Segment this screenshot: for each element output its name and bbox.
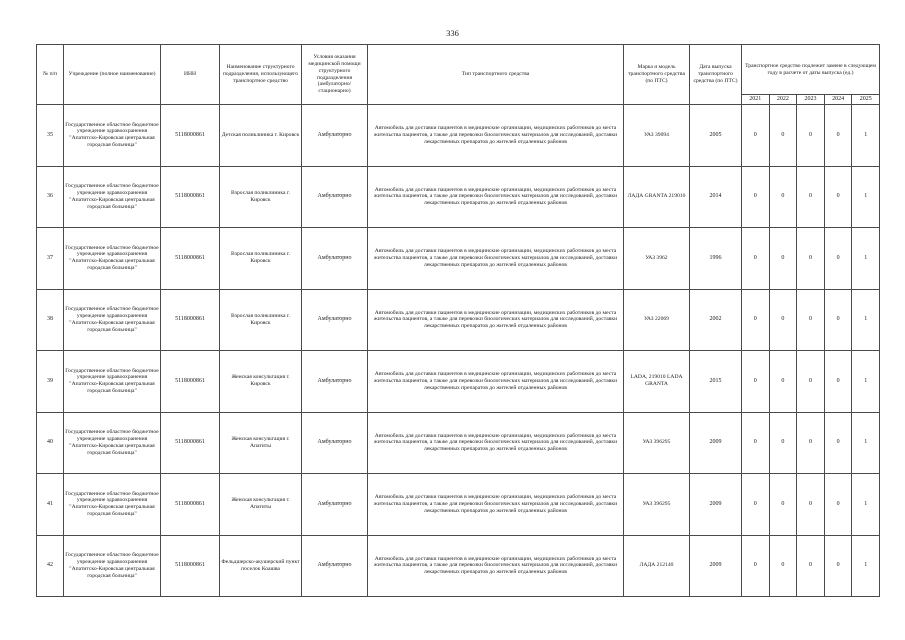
header-year-2023: 2023 — [797, 95, 825, 105]
year-2022-cell: 0 — [769, 412, 797, 474]
table-row — [37, 351, 880, 413]
vehicle-type-cell: Автомобиль для доставки пациентов в медицинские организации, медицинских работников до места жительства пациентов, а также для перевозки биологических материалов для исследований, доставки лекарственных препаратов до жителей отдаленных районов — [368, 474, 624, 536]
year-2023-cell: 0 — [797, 105, 825, 167]
inn-cell: 5118000861 — [161, 351, 220, 413]
year-2024-cell: 0 — [824, 351, 852, 413]
year-2023-cell: 0 — [797, 166, 825, 228]
year-2022-cell: 0 — [769, 535, 797, 597]
year-2025-cell: 1 — [852, 474, 880, 536]
subdivision-cell: Женская консультация г. Апатиты — [220, 412, 302, 474]
make-model-cell: УАЗ 22069 — [624, 289, 690, 351]
vehicle-type-cell: Автомобиль для доставки пациентов в медицинские организации, медицинских работников до места жительства пациентов, а также для перевозки биологических материалов для исследований, доставки лекарственных препаратов до жителей отдаленных районов — [368, 412, 624, 474]
row-number: 42 — [37, 535, 64, 597]
subdivision-cell: Фельдшерско-акушерский пункт поселок Коашва — [220, 535, 302, 597]
header-replacement: Транспортное средство подлежит замене в следующем году в расчете от даты выпуска (ед.) — [742, 45, 880, 95]
year-2024-cell: 0 — [824, 535, 852, 597]
year-2021-cell: 0 — [742, 412, 770, 474]
institution-cell: Государственное областное бюджетное учреждение здравоохранения "Апатитско-Кировская центральная городская больница" — [64, 412, 161, 474]
subdivision-cell: Детская поликлиника г. Кировск — [220, 105, 302, 167]
year-2025-cell: 1 — [852, 351, 880, 413]
conditions-cell: Амбулаторно — [302, 351, 368, 413]
conditions-cell: Амбулаторно — [302, 289, 368, 351]
table-row — [37, 412, 880, 474]
make-model-cell: УАЗ 39094 — [624, 105, 690, 167]
institution-cell: Государственное областное бюджетное учреждение здравоохранения "Апатитско-Кировская центральная городская больница" — [64, 166, 161, 228]
year-2025-cell: 1 — [852, 289, 880, 351]
institution-cell: Государственное областное бюджетное учреждение здравоохранения "Апатитско-Кировская центральная городская больница" — [64, 289, 161, 351]
make-model-cell: УАЗ 396295 — [624, 412, 690, 474]
year-2021-cell: 0 — [742, 166, 770, 228]
make-model-cell: УАЗ 3962 — [624, 228, 690, 290]
header-institution: Учреждение (полное наименование) — [64, 45, 161, 105]
conditions-cell: Амбулаторно — [302, 535, 368, 597]
year-2025-cell: 1 — [852, 412, 880, 474]
year-2023-cell: 0 — [797, 228, 825, 290]
year-2021-cell: 0 — [742, 289, 770, 351]
year-2022-cell: 0 — [769, 105, 797, 167]
inn-cell: 5118000861 — [161, 535, 220, 597]
year-2025-cell: 1 — [852, 535, 880, 597]
year-2024-cell: 0 — [824, 228, 852, 290]
institution-cell: Государственное областное бюджетное учреждение здравоохранения "Апатитско-Кировская центральная городская больница" — [64, 105, 161, 167]
inn-cell: 5118000861 — [161, 289, 220, 351]
row-number: 35 — [37, 105, 64, 167]
release-date-cell: 2014 — [690, 166, 742, 228]
row-number: 37 — [37, 228, 64, 290]
table-row — [37, 105, 880, 167]
make-model-cell: LADA, 219010 LADA GRANTA — [624, 351, 690, 413]
year-2024-cell: 0 — [824, 474, 852, 536]
year-2023-cell: 0 — [797, 474, 825, 536]
year-2023-cell: 0 — [797, 412, 825, 474]
header-make-model: Марка и модель транспортного средства (по ПТС) — [624, 45, 690, 105]
table-row — [37, 474, 880, 536]
year-2024-cell: 0 — [824, 166, 852, 228]
header-year-2021: 2021 — [742, 95, 770, 105]
year-2022-cell: 0 — [769, 474, 797, 536]
vehicle-type-cell: Автомобиль для доставки пациентов в медицинские организации, медицинских работников до места жительства пациентов, а также для перевозки биологических материалов для исследований, доставки лекарственных препаратов до жителей отдаленных районов — [368, 105, 624, 167]
vehicle-type-cell: Автомобиль для доставки пациентов в медицинские организации, медицинских работников до места жительства пациентов, а также для перевозки биологических материалов для исследований, доставки лекарственных препаратов до жителей отдаленных районов — [368, 289, 624, 351]
year-2021-cell: 0 — [742, 351, 770, 413]
inn-cell: 5118000861 — [161, 412, 220, 474]
release-date-cell: 2009 — [690, 474, 742, 536]
header-year-2025: 2025 — [852, 95, 880, 105]
page-number: 336 — [446, 28, 459, 38]
year-2024-cell: 0 — [824, 105, 852, 167]
institution-cell: Государственное областное бюджетное учреждение здравоохранения "Апатитско-Кировская центральная городская больница" — [64, 535, 161, 597]
header-conditions: Условия оказания медицинской помощи структурного подразделения (амбулаторно/ стационарно) — [302, 45, 368, 105]
table-row — [37, 228, 880, 290]
header-inn: ИНН — [161, 45, 220, 105]
year-2021-cell: 0 — [742, 105, 770, 167]
year-2025-cell: 1 — [852, 166, 880, 228]
year-2021-cell: 0 — [742, 474, 770, 536]
release-date-cell: 2005 — [690, 105, 742, 167]
vehicle-registry-table — [36, 44, 880, 597]
institution-cell: Государственное областное бюджетное учреждение здравоохранения "Апатитско-Кировская центральная городская больница" — [64, 474, 161, 536]
row-number: 36 — [37, 166, 64, 228]
vehicle-type-cell: Автомобиль для доставки пациентов в медицинские организации, медицинских работников до места жительства пациентов, а также для перевозки биологических материалов для исследований, доставки лекарственных препаратов до жителей отдаленных районов — [368, 535, 624, 597]
table-row — [37, 289, 880, 351]
year-2024-cell: 0 — [824, 289, 852, 351]
subdivision-cell: Взрослая поликлиника г. Кировск — [220, 166, 302, 228]
year-2021-cell: 0 — [742, 535, 770, 597]
year-2023-cell: 0 — [797, 289, 825, 351]
conditions-cell: Амбулаторно — [302, 105, 368, 167]
institution-cell: Государственное областное бюджетное учреждение здравоохранения "Апатитско-Кировская центральная городская больница" — [64, 351, 161, 413]
conditions-cell: Амбулаторно — [302, 228, 368, 290]
header-release-date: Дата выпуска транспортного средства (по ПТС) — [690, 45, 742, 105]
conditions-cell: Амбулаторно — [302, 474, 368, 536]
year-2022-cell: 0 — [769, 289, 797, 351]
release-date-cell: 2015 — [690, 351, 742, 413]
vehicle-type-cell: Автомобиль для доставки пациентов в медицинские организации, медицинских работников до места жительства пациентов, а также для перевозки биологических материалов для исследований, доставки лекарственных препаратов до жителей отдаленных районов — [368, 166, 624, 228]
year-2022-cell: 0 — [769, 228, 797, 290]
year-2025-cell: 1 — [852, 228, 880, 290]
conditions-cell: Амбулаторно — [302, 412, 368, 474]
make-model-cell: УАЗ 396295 — [624, 474, 690, 536]
header-num: № п/п — [37, 45, 64, 105]
make-model-cell: ЛАДА GRANTA 219010 — [624, 166, 690, 228]
release-date-cell: 2009 — [690, 412, 742, 474]
table-header — [37, 45, 880, 105]
year-2023-cell: 0 — [797, 351, 825, 413]
inn-cell: 5118000861 — [161, 228, 220, 290]
row-number: 40 — [37, 412, 64, 474]
year-2022-cell: 0 — [769, 166, 797, 228]
year-2023-cell: 0 — [797, 535, 825, 597]
release-date-cell: 1996 — [690, 228, 742, 290]
header-subdivision: Наименование структурного подразделения, использующего транспортное средство — [220, 45, 302, 105]
conditions-cell: Амбулаторно — [302, 166, 368, 228]
release-date-cell: 2002 — [690, 289, 742, 351]
vehicle-type-cell: Автомобиль для доставки пациентов в медицинские организации, медицинских работников до места жительства пациентов, а также для перевозки биологических материалов для исследований, доставки лекарственных препаратов до жителей отдаленных районов — [368, 228, 624, 290]
institution-cell: Государственное областное бюджетное учреждение здравоохранения "Апатитско-Кировская центральная городская больница" — [64, 228, 161, 290]
row-number: 38 — [37, 289, 64, 351]
vehicle-type-cell: Автомобиль для доставки пациентов в медицинские организации, медицинских работников до места жительства пациентов, а также для перевозки биологических материалов для исследований, доставки лекарственных препаратов до жителей отдаленных районов — [368, 351, 624, 413]
header-year-2024: 2024 — [824, 95, 852, 105]
header-vehicle-type: Тип транспортного средства — [368, 45, 624, 105]
make-model-cell: ЛАДА 212140 — [624, 535, 690, 597]
row-number: 39 — [37, 351, 64, 413]
subdivision-cell: Женская консультация г. Апатиты — [220, 474, 302, 536]
inn-cell: 5118000861 — [161, 474, 220, 536]
release-date-cell: 2009 — [690, 535, 742, 597]
subdivision-cell: Женская консультация г. Кировск — [220, 351, 302, 413]
subdivision-cell: Взрослая поликлиника г. Кировск — [220, 289, 302, 351]
inn-cell: 5118000861 — [161, 105, 220, 167]
header-year-2022: 2022 — [769, 95, 797, 105]
table-row — [37, 535, 880, 597]
subdivision-cell: Взрослая поликлиника г. Кировск — [220, 228, 302, 290]
table-row — [37, 166, 880, 228]
inn-cell: 5118000861 — [161, 166, 220, 228]
row-number: 41 — [37, 474, 64, 536]
year-2022-cell: 0 — [769, 351, 797, 413]
table-body — [37, 105, 880, 597]
year-2024-cell: 0 — [824, 412, 852, 474]
year-2025-cell: 1 — [852, 105, 880, 167]
year-2021-cell: 0 — [742, 228, 770, 290]
